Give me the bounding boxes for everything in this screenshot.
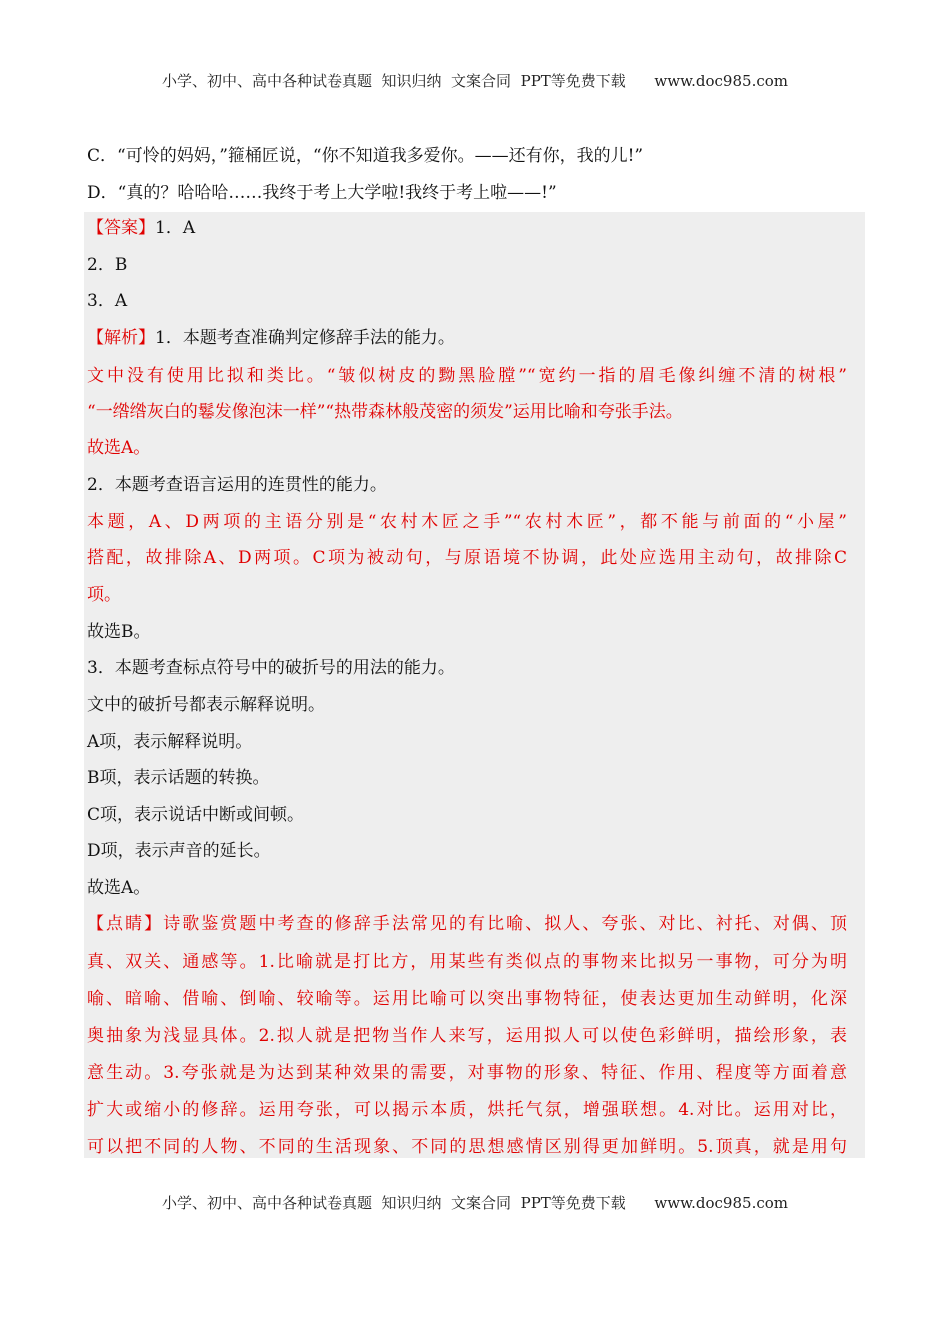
tips-line-1-text: 诗歌鉴赏题中考查的修辞手法常见的有比喻、拟人、夸张、对比、衬托、对偶、顶 [163,914,848,934]
analysis-tag: 【解析】 [87,328,155,348]
analysis-q3-body-2: A项，表示解释说明。 [87,732,253,752]
analysis-q1-choice: 故选A。 [87,438,151,458]
page-header: 小学、初中、高中各种试卷真题 知识归纳 文案合同 PPT等免费下载 www.doc985.com [161,72,788,90]
analysis-q3-body-3: B项，表示话题的转换。 [87,768,270,788]
tips-line-7: 可以把不同的人物、不同的生活现象、不同的思想感情区别得更加鲜明。5.顶真，就是用句 [87,1137,847,1157]
option-d: D．“真的？哈哈哈……我终于考上大学啦!我终于考上啦——!” [87,183,557,203]
analysis-q2-body-1: 本题，A、D两项的主语分别是“农村木匠之手”“农村木匠”，都不能与前面的“小屋” [87,512,847,532]
analysis-q3-title: 3．本题考查标点符号中的破折号的用法的能力。 [87,658,455,678]
tips-line-2: 真、双关、通感等。1.比喻就是打比方，用某些有类似点的事物来比拟另一事物，可分为明 [87,952,847,972]
page-footer: 小学、初中、高中各种试卷真题 知识归纳 文案合同 PPT等免费下载 www.doc985.com [161,1194,788,1212]
analysis-q2-body-3: 项。 [87,585,121,605]
analysis-q1-body-2: “一绺绺灰白的鬈发像泡沫一样”“热带森林般茂密的须发”运用比喻和夸张手法。 [87,402,683,422]
option-c: C．“可怜的妈妈，”箍桶匠说，“你不知道我多爱你。——还有你，我的儿!” [87,146,644,166]
analysis-q2-choice: 故选B。 [87,622,151,642]
analysis-q3-body-5: D项，表示声音的延长。 [87,841,271,861]
answer-line-1 [87,216,195,240]
analysis-q3-choice: 故选A。 [87,878,151,898]
tips-line-5: 意生动。3.夸张就是为达到某种效果的需要，对事物的形象、特征、作用、程度等方面着意 [87,1063,847,1083]
tips-line-4: 奥抽象为浅显具体。2.拟人就是把物当作人来写，运用拟人可以使色彩鲜明，描绘形象，表 [87,1026,847,1046]
analysis-q1-title-text: 1．本题考查准确判定修辞手法的能力。 [155,328,455,348]
answer-2: 2．B [87,255,128,275]
answer-tag: 【答案】 [87,218,155,238]
analysis-q2-title: 2．本题考查语言运用的连贯性的能力。 [87,475,387,495]
analysis-q2-body-2: 搭配，故排除A、D两项。C项为被动句，与原语境不协调，此处应选用主动句，故排除C [87,548,847,568]
analysis-q3-body-1: 文中的破折号都表示解释说明。 [87,695,325,715]
tips-tag: 【点睛】 [87,914,164,934]
analysis-q1-body-1: 文中没有使用比拟和类比。“皱似树皮的黝黑脸膛”“宽约一指的眉毛像纠缠不清的树根” [87,366,847,386]
answer-1: 1．A [155,218,196,238]
analysis-q1-title [87,326,455,350]
tips-line-1 [87,912,847,936]
tips-line-3: 喻、暗喻、借喻、倒喻、较喻等。运用比喻可以突出事物特征，使表达更加生动鲜明，化深 [87,989,847,1009]
tips-line-6: 扩大或缩小的修辞。运用夸张，可以揭示本质，烘托气氛，增强联想。4.对比。运用对比， [87,1100,847,1120]
answer-3: 3．A [87,291,128,311]
answer-section [84,212,865,1158]
analysis-q3-body-4: C项，表示说话中断或间顿。 [87,805,305,825]
